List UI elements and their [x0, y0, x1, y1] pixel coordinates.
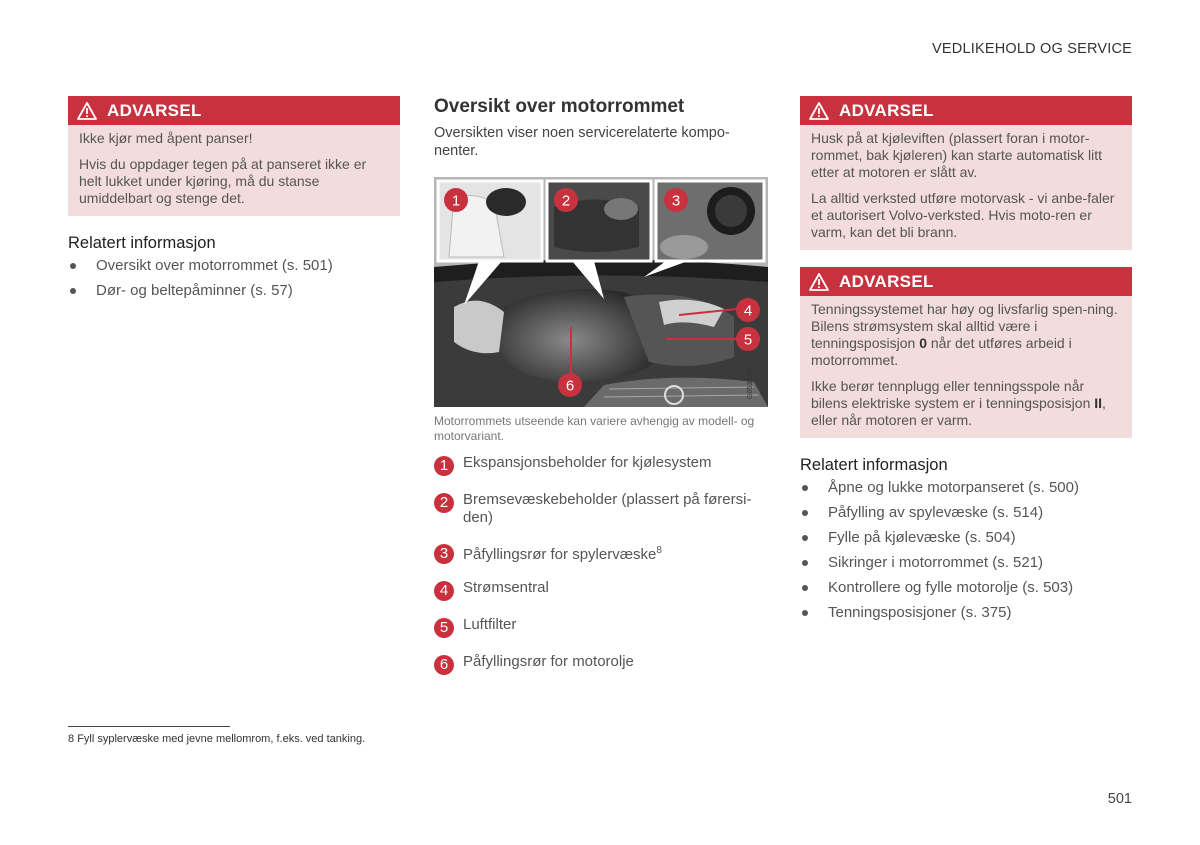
- warning-text: Ikke kjør med åpent panser!: [79, 130, 253, 146]
- related-link[interactable]: Sikringer i motorrommet (s. 521): [800, 554, 1132, 571]
- warning-title: ADVARSEL: [839, 271, 934, 291]
- warning-body: [800, 296, 1132, 438]
- section-title: Oversikt over motorrommet: [434, 96, 685, 117]
- legend-item: [434, 542, 768, 564]
- svg-text:5: 5: [743, 331, 753, 349]
- warning-text: Husk på at kjøleviften (plassert foran i motor-rommet, bak kjøleren) kan starte automatisk litt etter at motoren er slått av.: [811, 130, 1102, 180]
- callout-6: [558, 373, 582, 397]
- warning-title: ADVARSEL: [839, 100, 934, 120]
- legend-number: 4: [434, 581, 454, 601]
- svg-text:3: 3: [671, 192, 681, 210]
- legend-item: [434, 454, 768, 476]
- warning-text: Tenningssystemet har høy og livsfarlig spen-ning. Bilens strømsystem skal alltid være i tenningsposisjon 0 når det utføres arbeid i motorrommet.: [811, 301, 1118, 368]
- footnote: 8 Fyll syplervæske med jevne mellomrom, f.eks. ved tanking.: [68, 733, 366, 745]
- section-header: VEDLIKEHOLD OG SERVICE: [932, 41, 1132, 57]
- warning-header: [800, 96, 1132, 125]
- legend-item: [434, 616, 768, 638]
- warning-box-ignition: [800, 267, 1132, 438]
- warning-header: [800, 267, 1132, 296]
- legend-item: [434, 653, 768, 675]
- column-left: [68, 96, 400, 307]
- callout-1: [444, 188, 468, 212]
- svg-text:6: 6: [565, 377, 575, 395]
- legend-text: Strømsentral: [463, 579, 549, 596]
- related-link[interactable]: Åpne og lukke motorpanseret (s. 500): [800, 479, 1132, 496]
- engine-bay-figure: [434, 177, 768, 407]
- warning-title: ADVARSEL: [107, 100, 202, 120]
- footnote-ref[interactable]: 8: [656, 545, 662, 556]
- warning-text: Hvis du oppdager tegen på at panseret ikke er helt lukket under kjøring, må du stanse umiddelbart og stenge det.: [79, 156, 367, 206]
- page-number: 501: [1107, 791, 1132, 807]
- component-legend: [434, 454, 768, 675]
- callout-3: [664, 188, 688, 212]
- svg-text:2: 2: [561, 192, 571, 210]
- related-info-heading: Relatert informasjon: [800, 456, 948, 474]
- related-link[interactable]: Påfylling av spylevæske (s. 514): [800, 504, 1132, 521]
- warning-triangle-icon: [77, 102, 97, 120]
- related-info-list: [68, 257, 400, 299]
- column-middle: [434, 96, 768, 690]
- legend-number: 2: [434, 493, 454, 513]
- related-info-list: [800, 479, 1132, 621]
- warning-body: [800, 125, 1132, 250]
- callout-4: [736, 298, 760, 322]
- callout-2: [554, 188, 578, 212]
- warning-triangle-icon: [809, 273, 829, 291]
- related-link[interactable]: Oversikt over motorrommet (s. 501): [68, 257, 400, 274]
- legend-number: 3: [434, 544, 454, 564]
- legend-number: 6: [434, 655, 454, 675]
- related-link[interactable]: Dør- og beltepåminner (s. 57): [68, 282, 400, 299]
- warning-header: [68, 96, 400, 125]
- legend-text: Ekspansjonsbeholder for kjølesystem: [463, 454, 712, 471]
- related-link[interactable]: Tenningsposisjoner (s. 375): [800, 604, 1132, 621]
- engine-bay-illustration: [434, 177, 768, 407]
- related-info-heading: Relatert informasjon: [68, 234, 216, 252]
- legend-number: 1: [434, 456, 454, 476]
- svg-text:4: 4: [743, 302, 753, 320]
- warning-box-fan: [800, 96, 1132, 250]
- legend-item: [434, 579, 768, 601]
- warning-triangle-icon: [809, 102, 829, 120]
- callout-5: [736, 327, 760, 351]
- warning-text: La alltid verksted utføre motorvask - vi anbe-faler et autorisert Volvo-verksted. Hvis moto-ren er varm, kan det bli brann.: [811, 190, 1115, 240]
- footnote-divider: [68, 726, 230, 727]
- legend-text: Påfyllingsrør for motorolje: [463, 653, 634, 670]
- svg-text:1: 1: [451, 192, 461, 210]
- legend-text: Luftfilter: [463, 616, 517, 633]
- related-link[interactable]: Fylle på kjølevæske (s. 504): [800, 529, 1132, 546]
- figure-caption: Motorrommets utseende kan variere avhengig av modell- og motorvariant.: [434, 414, 755, 443]
- related-link[interactable]: Kontrollere og fylle motorolje (s. 503): [800, 579, 1132, 596]
- legend-number: 5: [434, 618, 454, 638]
- legend-text: Påfyllingsrør for spylervæske$^8$: [463, 545, 662, 563]
- intro-text: Oversikten viser noen servicerelaterte kompo-nenter.: [434, 125, 730, 159]
- column-right: [800, 96, 1132, 629]
- warning-box-hood: [68, 96, 400, 216]
- warning-body: [68, 125, 400, 216]
- legend-item: [434, 491, 768, 527]
- figure-code: G053675: [747, 370, 754, 399]
- warning-text: Ikke berør tennplugg eller tenningsspole når bilens elektriske system er i tenningsposisjon II, eller når motoren er varm.: [811, 378, 1106, 428]
- legend-text: Bremsevæskebeholder (plassert på førersi-den): [463, 491, 752, 526]
